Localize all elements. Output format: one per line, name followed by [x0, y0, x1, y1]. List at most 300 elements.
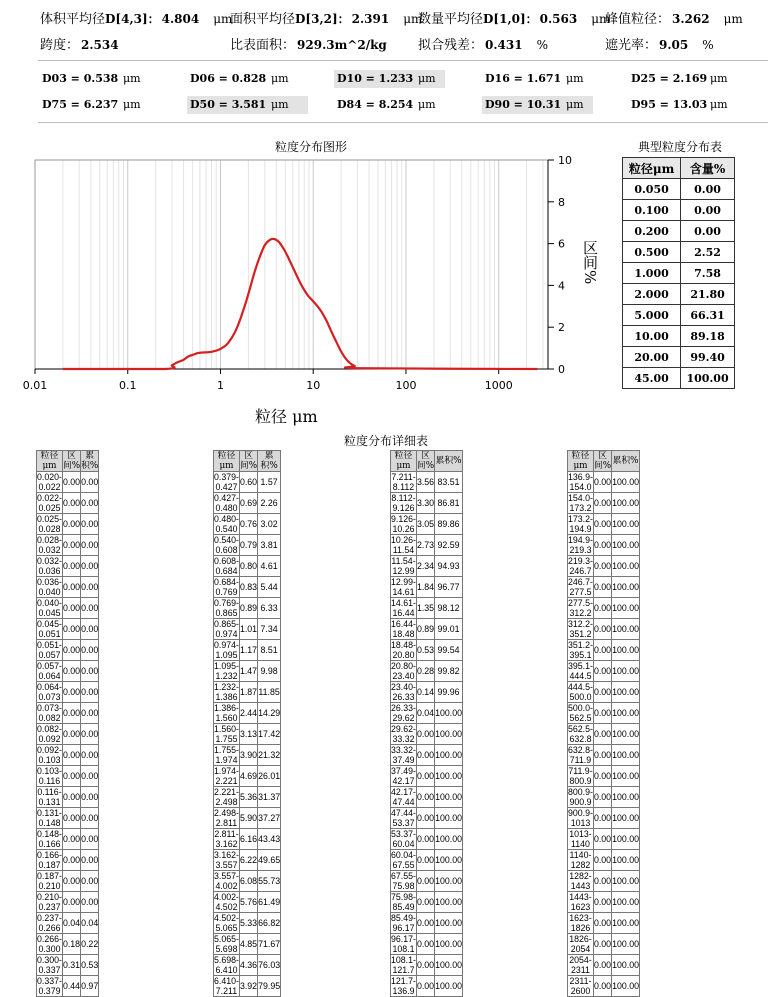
table-row — [391, 682, 463, 703]
table-row — [214, 661, 281, 682]
table-cell: 31.37 — [258, 787, 281, 808]
summary-label: 遮光率： — [605, 38, 658, 53]
percentile-value: D03 = 0.538 — [42, 72, 119, 85]
table-cell: 5.44 — [258, 577, 281, 598]
table-row — [37, 934, 99, 955]
x-axis-label: 粒径 μm — [255, 407, 318, 426]
table-cell: 100.00 — [435, 850, 463, 871]
table-cell: 0.00 — [593, 682, 611, 703]
y-tick-label: 2 — [558, 321, 565, 335]
detail-table-block — [390, 450, 463, 997]
table-cell: 0.00 — [593, 850, 611, 871]
table-row — [568, 871, 640, 892]
table-cell: 0.00 — [593, 724, 611, 745]
table-cell: 10.00 — [623, 326, 681, 347]
table-row — [623, 347, 735, 368]
table-cell: 2.52 — [681, 242, 735, 263]
table-cell: 0.00 — [62, 766, 80, 787]
table-cell: 0.00 — [81, 871, 99, 892]
table-cell: 2.73 — [416, 535, 434, 556]
table-cell: 100.00 — [612, 934, 640, 955]
table-cell: 0.092-0.103 — [37, 745, 62, 765]
table-cell: 2054-2311 — [569, 955, 592, 975]
summary-key: D[1,0]： — [483, 12, 538, 26]
table-row — [391, 745, 463, 766]
table-row — [391, 598, 463, 619]
table-cell: 0.00 — [593, 556, 611, 577]
table-cell: 0.337-0.379 — [37, 976, 62, 996]
table-header-cell: 粒径μm — [37, 451, 63, 472]
table-header-cell: 粒径μm — [568, 451, 594, 472]
percentile-unit: μm — [418, 98, 436, 111]
percentile-unit: μm — [710, 98, 728, 111]
table-cell: 18.48-20.80 — [391, 640, 416, 660]
table-row — [214, 829, 281, 850]
table-cell: 0.082-0.092 — [37, 724, 62, 744]
table-cell: 4.85 — [239, 934, 257, 955]
table-cell: 395.1-444.5 — [568, 661, 593, 681]
table-header-cell: 累积% — [81, 451, 99, 471]
table-cell: 8.51 — [258, 640, 281, 661]
table-cell: 0.97 — [81, 976, 99, 997]
table-cell: 0.00 — [81, 724, 99, 745]
table-row — [391, 787, 463, 808]
table-cell: 0.00 — [593, 808, 611, 829]
table-cell: 0.166-0.187 — [37, 850, 62, 870]
table-cell: 42.17-47.44 — [391, 787, 416, 807]
table-row — [214, 577, 281, 598]
table-cell: 100.00 — [612, 871, 640, 892]
table-cell: 86.81 — [435, 493, 463, 514]
table-cell: 14.61-16.44 — [391, 598, 416, 618]
table-cell: 0.00 — [593, 472, 611, 493]
table-row — [37, 745, 99, 766]
table-cell: 1.000 — [623, 263, 681, 284]
table-cell: 100.00 — [612, 577, 640, 598]
table-row — [214, 472, 281, 493]
table-cell: 1.560-1.755 — [214, 724, 239, 744]
percentile-unit: μm — [418, 72, 436, 85]
table-cell: 0.00 — [81, 640, 99, 661]
table-cell: 562.5-632.8 — [568, 724, 593, 744]
table-cell: 0.131-0.148 — [37, 808, 62, 828]
table-cell: 0.00 — [62, 871, 80, 892]
table-cell: 3.56 — [416, 472, 434, 493]
table-cell: 0.44 — [62, 976, 80, 997]
table-row — [568, 577, 640, 598]
divider — [38, 60, 768, 61]
table-cell: 5.90 — [239, 808, 257, 829]
table-cell: 0.00 — [416, 976, 434, 997]
table-cell: 1.232-1.386 — [214, 682, 239, 702]
table-cell: 0.00 — [81, 808, 99, 829]
table-cell: 2.498-2.811 — [214, 808, 239, 828]
table-row — [37, 766, 99, 787]
table-cell: 0.80 — [239, 556, 257, 577]
table-cell: 0.00 — [81, 619, 99, 640]
table-cell: 100.00 — [435, 766, 463, 787]
table-cell: 0.00 — [593, 640, 611, 661]
table-row — [214, 871, 281, 892]
table-cell: 4.002-4.502 — [214, 892, 239, 912]
summary-unit: μm — [403, 12, 423, 26]
table-cell: 0.83 — [239, 577, 257, 598]
chart-title: 粒度分布图形 — [275, 140, 348, 154]
table-cell: 5.000 — [623, 305, 681, 326]
table-cell: 100.00 — [612, 913, 640, 934]
table-row — [391, 556, 463, 577]
table-cell: 0.00 — [593, 577, 611, 598]
table-cell: 0.00 — [416, 766, 434, 787]
table-row — [568, 787, 640, 808]
table-cell: 66.82 — [258, 913, 281, 934]
percentile-item — [39, 70, 160, 88]
table-cell: 136.9-154.0 — [568, 472, 593, 492]
table-cell: 0.00 — [81, 787, 99, 808]
table-cell: 0.00 — [81, 556, 99, 577]
table-cell: 0.00 — [62, 892, 80, 913]
table-row — [391, 493, 463, 514]
summary-value: 929.3m^2/kg — [297, 38, 387, 52]
table-cell: 0.00 — [81, 850, 99, 871]
table-cell: 0.00 — [62, 577, 80, 598]
table-cell: 6.410-7.211 — [214, 976, 239, 996]
table-row — [214, 745, 281, 766]
table-row — [391, 808, 463, 829]
table-cell: 0.00 — [416, 829, 434, 850]
table-cell: 444.5-500.0 — [568, 682, 593, 702]
table-row — [214, 724, 281, 745]
table-header-cell: 累积% — [435, 451, 463, 472]
table-cell: 0.53 — [81, 955, 99, 976]
table-cell: 632.8-711.9 — [568, 745, 593, 765]
table-cell: 1140-1282 — [568, 850, 594, 871]
table-cell: 89.18 — [681, 326, 735, 347]
table-cell: 16.44-18.48 — [391, 619, 416, 639]
table-cell: 4.61 — [258, 556, 281, 577]
table-cell: 7.34 — [258, 619, 281, 640]
table-cell: 3.557-4.002 — [214, 871, 239, 891]
table-row — [214, 787, 281, 808]
percentile-item — [482, 96, 593, 114]
table-cell: 0.00 — [681, 221, 735, 242]
table-cell: 37.27 — [258, 808, 281, 829]
percentile-unit: μm — [710, 72, 728, 85]
table-cell: 100.00 — [612, 892, 640, 913]
table-cell: 0.057-0.064 — [37, 661, 62, 681]
table-cell: 96.77 — [435, 577, 463, 598]
percentile-item — [334, 70, 445, 88]
table-cell: 45.00 — [623, 368, 681, 389]
table-cell: 100.00 — [435, 808, 463, 829]
table-row — [568, 682, 640, 703]
summary-label: 数量平均径 — [418, 12, 484, 27]
percentile-item — [39, 96, 160, 114]
table-row — [568, 808, 640, 829]
table-cell: 100.00 — [435, 871, 463, 892]
table-cell: 1.87 — [239, 682, 257, 703]
table-cell: 100.00 — [435, 703, 463, 724]
table-cell: 100.00 — [612, 640, 640, 661]
table-cell: 154.0-173.2 — [568, 493, 593, 513]
table-cell: 99.54 — [435, 640, 463, 661]
table-cell: 66.31 — [681, 305, 735, 326]
table-cell: 0.608-0.684 — [214, 556, 239, 576]
divider — [38, 122, 768, 123]
summary-item — [605, 34, 714, 53]
detail-table-block — [36, 450, 99, 997]
table-cell: 711.9-800.9 — [568, 766, 593, 786]
table-cell: 100.00 — [681, 368, 735, 389]
table-row — [391, 934, 463, 955]
table-cell: 900.9-1013 — [568, 808, 593, 828]
percentile-value: D95 = 13.03 — [631, 98, 708, 111]
table-row — [37, 703, 99, 724]
table-cell: 0.480-0.540 — [214, 514, 239, 534]
table-cell: 0.00 — [62, 619, 80, 640]
table-cell: 3.162-3.557 — [214, 850, 239, 870]
table-header-row — [568, 451, 640, 472]
table-cell: 1443-1623 — [569, 892, 592, 912]
table-cell: 0.00 — [593, 661, 611, 682]
table-row — [37, 976, 99, 997]
table-cell: 0.00 — [81, 703, 99, 724]
table-cell: 0.00 — [81, 598, 99, 619]
table-cell: 23.40-26.33 — [391, 682, 416, 702]
table-row — [568, 892, 640, 913]
table-cell: 0.00 — [62, 829, 80, 850]
table-cell: 0.103-0.116 — [37, 766, 62, 786]
table-cell: 0.53 — [416, 640, 434, 661]
table-cell: 0.04 — [81, 913, 99, 934]
table-cell: 60.04-67.55 — [391, 850, 416, 870]
table-cell: 1.755-1.974 — [214, 745, 239, 765]
table-cell: 0.18 — [62, 934, 80, 955]
summary-value: 3.262 — [672, 12, 710, 26]
table-cell: 0.00 — [593, 787, 611, 808]
table-cell: 0.00 — [416, 808, 434, 829]
table-cell: 1.47 — [239, 661, 257, 682]
table-row — [623, 284, 735, 305]
table-row — [37, 871, 99, 892]
summary-label: 拟合残差： — [418, 38, 484, 53]
table-cell: 94.93 — [435, 556, 463, 577]
table-cell: 0.00 — [81, 577, 99, 598]
table-cell: 0.76 — [239, 514, 257, 535]
table-row — [214, 514, 281, 535]
percentile-value: D16 = 1.671 — [485, 72, 562, 85]
table-cell: 43.43 — [258, 829, 281, 850]
y-tick-label: 10 — [558, 154, 572, 167]
table-cell: 0.00 — [81, 892, 99, 913]
table-cell: 1282-1443 — [569, 871, 592, 891]
table-header-cell: 粒径μm — [623, 158, 681, 179]
table-row — [568, 661, 640, 682]
table-cell: 0.00 — [81, 493, 99, 514]
table-cell: 0.00 — [681, 200, 735, 221]
percentile-unit: μm — [566, 72, 584, 85]
table-row — [214, 682, 281, 703]
x-tick-label: 10 — [306, 379, 321, 392]
table-cell: 0.045-0.051 — [37, 619, 62, 639]
x-tick-label: 1 — [216, 379, 224, 392]
detail-table-title: 粒度分布详细表 — [344, 434, 429, 448]
table-cell: 0.210-0.237 — [37, 892, 62, 912]
table-cell: 5.065-5.698 — [214, 934, 239, 954]
table-row — [623, 326, 735, 347]
table-row — [568, 640, 640, 661]
table-header-cell: 累积% — [612, 451, 640, 472]
table-cell: 0.00 — [62, 703, 80, 724]
table-row — [568, 955, 640, 976]
size-distribution-chart — [0, 150, 620, 425]
table-row — [568, 976, 640, 997]
table-row — [568, 829, 640, 850]
table-row — [37, 682, 99, 703]
table-cell: 100.00 — [612, 745, 640, 766]
summary-unit: % — [536, 38, 548, 52]
table-cell: 0.00 — [416, 724, 434, 745]
table-row — [37, 598, 99, 619]
table-cell: 0.022-0.025 — [37, 493, 62, 513]
table-cell: 99.96 — [435, 682, 463, 703]
table-row — [214, 556, 281, 577]
table-cell: 0.00 — [593, 766, 611, 787]
table-cell: 0.60 — [239, 472, 257, 493]
table-cell: 2.34 — [416, 556, 434, 577]
table-cell: 0.28 — [416, 661, 434, 682]
table-cell: 11.54-12.99 — [391, 556, 416, 576]
percentile-unit: μm — [123, 72, 141, 85]
table-cell: 100.00 — [435, 829, 463, 850]
table-cell: 75.98-85.49 — [391, 892, 416, 912]
table-cell: 0.00 — [593, 514, 611, 535]
x-tick-label: 1000 — [484, 379, 513, 392]
table-cell: 1.01 — [239, 619, 257, 640]
table-row — [391, 955, 463, 976]
table-cell: 85.49-96.17 — [391, 913, 416, 933]
typical-table-title: 典型粒度分布表 — [638, 140, 723, 154]
table-cell: 4.36 — [239, 955, 257, 976]
summary-label: 体积平均径 — [40, 12, 106, 27]
table-cell: 98.12 — [435, 598, 463, 619]
table-cell: 100.00 — [612, 766, 640, 787]
table-cell: 3.13 — [239, 724, 257, 745]
table-cell: 55.73 — [258, 871, 281, 892]
table-row — [391, 766, 463, 787]
table-header-row — [214, 451, 281, 472]
table-cell: 0.00 — [81, 661, 99, 682]
table-row — [623, 305, 735, 326]
table-cell: 0.04 — [62, 913, 80, 934]
table-cell: 0.00 — [81, 829, 99, 850]
table-cell: 1.84 — [416, 577, 434, 598]
table-row — [214, 850, 281, 871]
table-cell: 0.300-0.337 — [37, 955, 62, 975]
table-cell: 100.00 — [612, 703, 640, 724]
summary-item — [40, 34, 133, 53]
table-cell: 1623-1826 — [569, 913, 592, 933]
table-cell: 29.62-33.32 — [391, 724, 416, 744]
table-cell: 100.00 — [612, 493, 640, 514]
table-row — [391, 703, 463, 724]
table-cell: 0.00 — [416, 745, 434, 766]
table-cell: 2311-2600 — [568, 976, 594, 997]
table-cell: 5.33 — [239, 913, 257, 934]
table-cell: 100.00 — [612, 976, 640, 997]
table-row — [391, 535, 463, 556]
y-tick-label: 8 — [558, 195, 565, 209]
table-row — [391, 871, 463, 892]
table-cell: 0.00 — [416, 934, 434, 955]
percentile-item — [628, 70, 731, 88]
summary-item — [418, 8, 610, 27]
table-cell: 20.00 — [623, 347, 681, 368]
table-row — [37, 556, 99, 577]
table-cell: 0.00 — [593, 934, 611, 955]
table-row — [214, 703, 281, 724]
table-cell: 0.00 — [416, 787, 434, 808]
summary-value: 2.534 — [81, 38, 119, 52]
table-row — [214, 808, 281, 829]
table-cell: 0.00 — [62, 640, 80, 661]
summary-unit: μm — [723, 12, 743, 26]
table-cell: 0.500 — [623, 242, 681, 263]
table-header-cell: 累积% — [258, 451, 281, 472]
percentile-value: D75 = 6.237 — [42, 98, 119, 111]
table-row — [37, 850, 99, 871]
table-cell: 2.26 — [258, 493, 281, 514]
table-cell: 0.237-0.266 — [37, 913, 62, 933]
summary-unit: % — [702, 38, 714, 52]
table-cell: 99.40 — [681, 347, 735, 368]
table-cell: 0.00 — [416, 871, 434, 892]
table-cell: 37.49-42.17 — [391, 766, 416, 786]
percentile-unit: μm — [271, 72, 289, 85]
summary-unit: μm — [213, 12, 233, 26]
table-row — [391, 472, 463, 493]
table-row — [568, 472, 640, 493]
table-cell: 100.00 — [612, 787, 640, 808]
table-row — [623, 368, 735, 389]
percentile-unit: μm — [566, 98, 584, 111]
y-axis-label-text: 区间% — [581, 240, 599, 285]
table-cell: 0.187-0.210 — [37, 871, 62, 891]
x-tick-label: 100 — [395, 379, 417, 392]
table-cell: 100.00 — [612, 829, 640, 850]
typical-distribution-table — [622, 157, 735, 389]
table-cell: 0.00 — [62, 745, 80, 766]
table-cell: 99.82 — [435, 661, 463, 682]
table-cell: 0.025-0.028 — [37, 514, 62, 534]
table-cell: 99.01 — [435, 619, 463, 640]
y-tick-label: 0 — [558, 363, 565, 376]
table-cell: 0.00 — [62, 724, 80, 745]
table-cell: 0.540-0.608 — [214, 535, 239, 555]
table-header-cell: 区间% — [239, 451, 258, 471]
summary-label: 比表面积： — [230, 38, 296, 53]
table-cell: 5.36 — [239, 787, 257, 808]
table-cell: 0.00 — [62, 787, 80, 808]
table-cell: 800.9-900.9 — [568, 787, 593, 807]
detail-table-block — [213, 450, 281, 997]
table-cell: 9.126-10.26 — [391, 514, 416, 534]
table-cell: 0.00 — [81, 472, 99, 493]
table-cell: 100.00 — [612, 514, 640, 535]
percentile-item — [628, 96, 731, 114]
table-cell: 0.22 — [81, 934, 99, 955]
table-cell: 1013-1140 — [569, 829, 592, 849]
